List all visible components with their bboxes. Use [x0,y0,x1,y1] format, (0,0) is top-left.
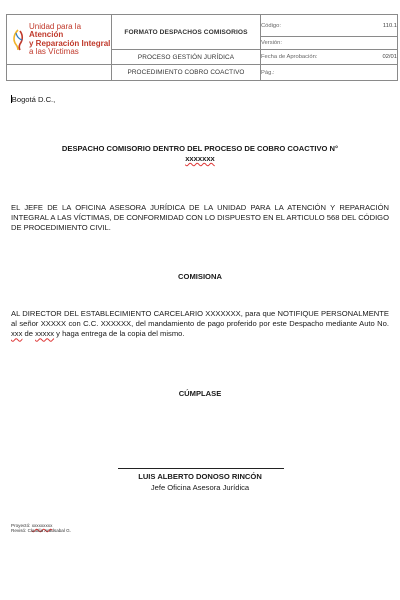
code-cell [261,15,398,37]
page-label: Pág.: [261,69,275,76]
footer-notes [11,523,71,534]
logo-line1-a: Unidad para la [29,21,82,31]
commission-text-a: AL DIRECTOR DEL ESTABLECIMIENTO CARCELARIO XXXXXXX, para que NOTIFIQUE PERSONALMENTE al señor XXXXX con C.C. XXXXXX, del mandamiento de pago proferido por este Despacho mediante Auto No. [11,309,389,329]
signer-name: LUIS ALBERTO DONOSO RINCÓN [138,472,262,481]
procedure-name: PROCEDIMIENTO COBRO COACTIVO [112,65,261,81]
page-cell [261,65,398,81]
auto-number-placeholder: xxx [11,329,23,339]
version-label: Versión: [261,40,282,46]
title-line1: DESPACHO COMISORIO DENTRO DEL PROCESO DE COBRO COACTIVO N° [61,144,339,153]
logo-line2: y Reparación Integral [29,38,111,48]
commission-text-b: y haga entrega de la copia del mismo. [54,329,185,339]
signer-title: Jefe Oficina Asesora Jurídica [150,483,250,492]
code-value: 110.1 [382,22,397,29]
document-title [11,144,389,164]
projected-value: xxxxxxxxx [31,523,53,528]
approval-value: 02/01 [382,54,397,60]
version-cell [261,37,398,50]
unidad-logo [7,15,111,64]
commission-text-de: de [22,329,36,339]
projected-label: Proyectó: [11,523,32,528]
logo-line3: a las Víctimas [29,47,79,56]
signature-line [118,468,284,469]
intro-paragraph: EL JEFE DE LA OFICINA ASESORA JURÍDICA DE LA UNIDAD PARA LA ATENCIÓN Y REPARACIÓN INTEGRAL A LAS VÍCTIMAS, DE CONFORMIDAD CON LO DISPUESTO EN EL ARTICULO 568 DEL CÓDIGO DE PROCEDIMIENTO CIVIL. [11,203,389,233]
logo-cell [7,15,112,65]
city-line[interactable] [11,95,389,105]
comisiona-heading: COMISIONA [178,272,222,281]
logo-cell-bottom [7,65,112,81]
approval-cell [261,50,398,65]
logo-line1-b: Atención [29,30,64,39]
city-text: Bogotá D.C., [11,95,56,104]
code-label: Código: [261,22,281,29]
logo-text [29,23,111,57]
auto-date-placeholder: xxxxx [35,329,55,339]
commission-paragraph [11,309,389,340]
cumplase-heading: CÚMPLASE [178,389,222,398]
process-name: PROCESO GESTIÓN JURÍDICA [112,50,261,65]
reviewed-line: Revisó: Claudia Aradsabal G. [11,528,72,534]
format-title: FORMATO DESPACHOS COMISORIOS [112,15,261,50]
title-line2: xxxxxxx [185,154,215,164]
logo-mark-icon [11,29,25,51]
approval-label: Fecha de Aprobación: [261,54,318,60]
document-header [6,14,398,81]
